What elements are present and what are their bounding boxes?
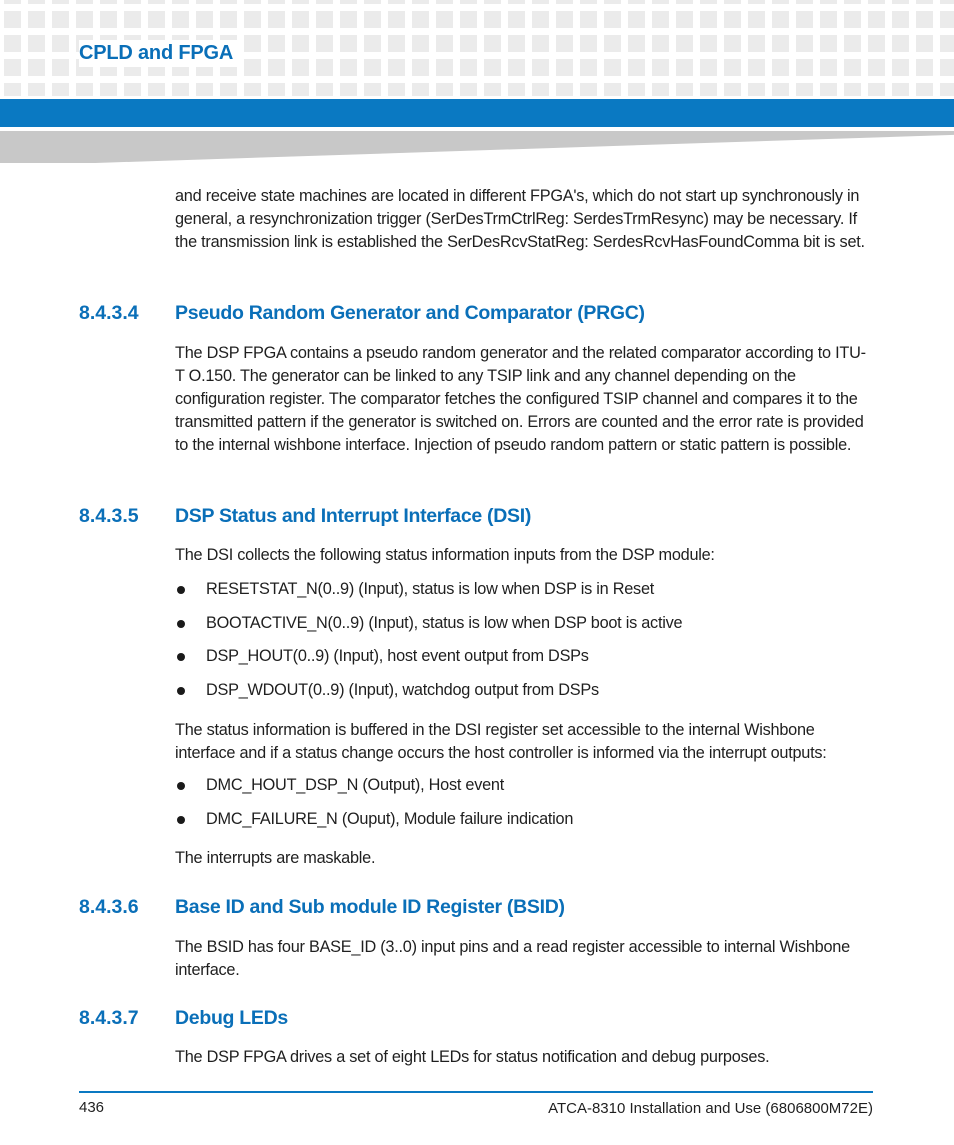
section-number: 8.4.3.4: [79, 302, 139, 324]
bullet-icon: [177, 782, 185, 790]
chapter-title: CPLD and FPGA: [79, 40, 237, 67]
bullet-icon: [177, 653, 185, 661]
list-item-text: RESETSTAT_N(0..9) (Input), status is low when DSP is in Reset: [206, 580, 655, 598]
list-item: [175, 612, 875, 635]
section-number: 8.4.3.5: [79, 505, 139, 527]
list-item: [175, 645, 875, 668]
list-item: [175, 578, 875, 601]
header-grey-wedge: [0, 131, 954, 163]
section-title: DSP Status and Interrupt Interface (DSI): [175, 505, 532, 527]
document-title: ATCA-8310 Installation and Use (6806800M72E): [548, 1100, 873, 1117]
section-title: Base ID and Sub module ID Register (BSID): [175, 896, 565, 918]
section-paragraph: The BSID has four BASE_ID (3..0) input pins and a read register accessible to internal Wishbone interface.: [175, 938, 850, 979]
section-number: 8.4.3.6: [79, 896, 139, 918]
section-paragraph: The interrupts are maskable.: [175, 849, 376, 867]
bullet-icon: [177, 620, 185, 628]
list-item-text: DSP_WDOUT(0..9) (Input), watchdog output from DSPs: [206, 681, 599, 699]
footer-rule: [79, 1091, 873, 1093]
list-item-text: DMC_HOUT_DSP_N (Output), Host event: [206, 776, 504, 794]
list-item: [175, 808, 875, 831]
section-paragraph: The status information is buffered in the DSI register set accessible to the internal Wishbone interface and if a status change occurs the host controller is informed via the interrupt outputs:: [175, 721, 827, 762]
header-blue-bar: [0, 99, 954, 127]
bullet-icon: [177, 816, 185, 824]
section-number: 8.4.3.7: [79, 1007, 139, 1029]
intro-paragraph: and receive state machines are located in different FPGA's, which do not start up synchronously in general, a resynchronization trigger (SerDesTrmCtrlReg: SerdesTrmResync) may be necessary. If the transmission link is established the SerDesRcvStatReg: SerdesRcvHasFoundComma bit is set.: [175, 187, 865, 251]
list-item: [175, 679, 875, 702]
bullet-icon: [177, 586, 185, 594]
list-item-text: BOOTACTIVE_N(0..9) (Input), status is low when DSP boot is active: [206, 614, 683, 632]
list-item: [175, 774, 875, 797]
page-number: 436: [79, 1099, 105, 1116]
section-paragraph: The DSI collects the following status information inputs from the DSP module:: [175, 546, 715, 564]
section-paragraph: The DSP FPGA contains a pseudo random generator and the related comparator according to ITU-T O.150. The generator can be linked to any TSIP link and any channel depending on the configuration register. The comparator fetches the configured TSIP channel and compares it to the transmitted pattern if the generator is switched on. Errors are counted and the error rate is provided to the internal wishbone interface. Injection of pseudo random pattern or static pattern is possible.: [175, 344, 866, 454]
list-item-text: DSP_HOUT(0..9) (Input), host event output from DSPs: [206, 647, 589, 665]
section-title: Pseudo Random Generator and Comparator (PRGC): [175, 302, 645, 324]
section-title: Debug LEDs: [175, 1007, 288, 1029]
section-paragraph: The DSP FPGA drives a set of eight LEDs for status notification and debug purposes.: [175, 1048, 770, 1066]
list-item-text: DMC_FAILURE_N (Ouput), Module failure indication: [206, 810, 574, 828]
bullet-icon: [177, 687, 185, 695]
